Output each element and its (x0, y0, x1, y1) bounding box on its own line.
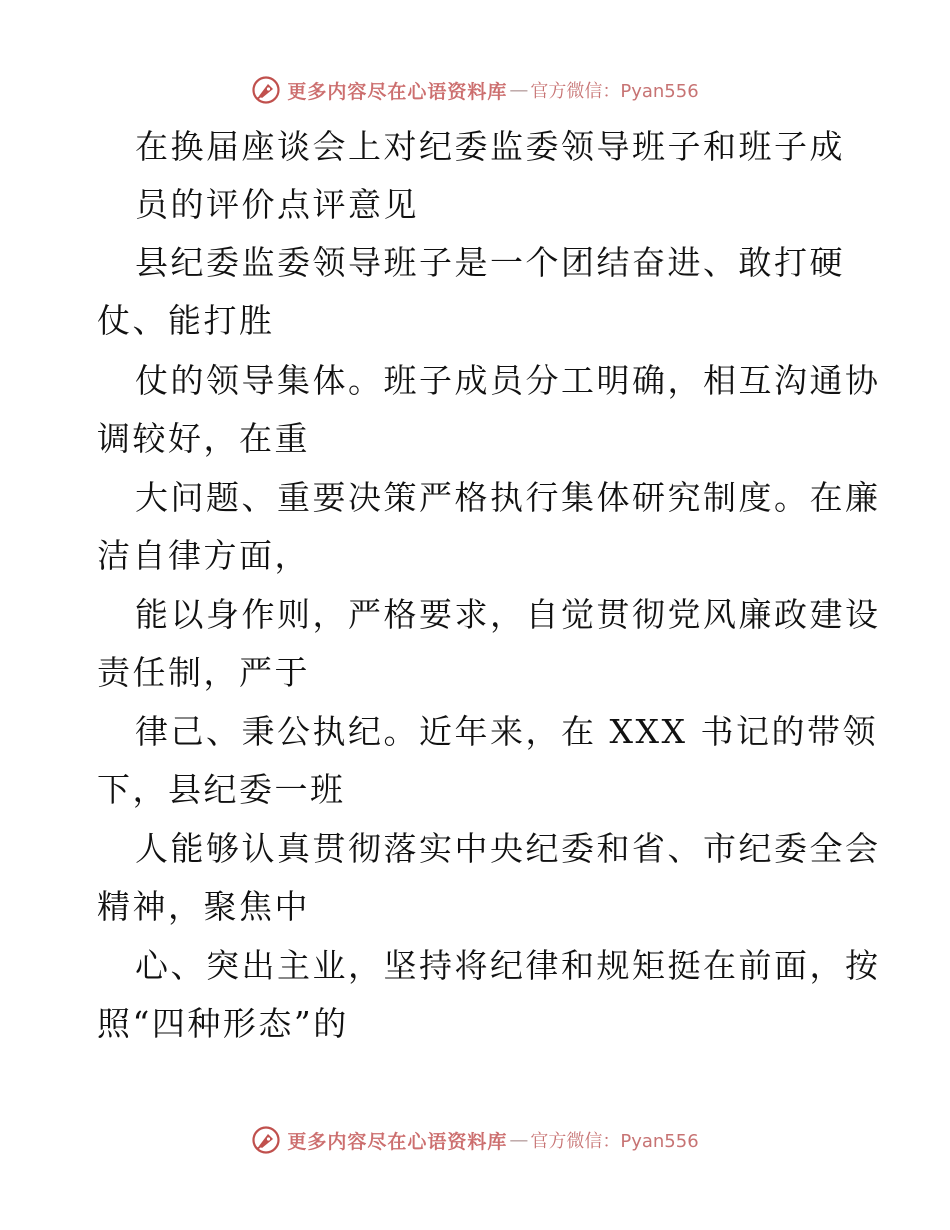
doc-title-line-1: 在换届座谈会上对纪委监委领导班子和班子成 (135, 127, 845, 166)
doc-text-line: 律己、秉公执纪。近年来，在 XXX 书记的带领 (135, 712, 878, 751)
watermark-brand-text: 更多内容尽在心语资料库 (287, 1130, 508, 1153)
doc-text-line: 精神，聚焦中 (97, 887, 310, 926)
doc-text-line: 照“四种形态”的 (97, 1004, 349, 1043)
doc-text-line: 大问题、重要决策严格执行集体研究制度。在廉 (135, 478, 881, 517)
doc-text-line: 洁自律方面， (97, 536, 310, 575)
doc-text-line: 能以身作则，严格要求，自觉贯彻党风廉政建设 (135, 595, 881, 634)
doc-title-line-2: 员的评价点评意见 (135, 185, 419, 224)
watermark-dash: — (509, 1129, 529, 1151)
footer-watermark-banner (0, 1120, 950, 1160)
doc-text-line: 心、突出主业，坚持将纪律和规矩挺在前面，按 (135, 946, 881, 985)
doc-text-line: 人能够认真贯彻落实中央纪委和省、市纪委全会 (135, 829, 881, 868)
doc-text-line: 仗、能打胜 (97, 301, 275, 340)
pen-nib-logo-icon (251, 75, 281, 105)
doc-text-line: 县纪委监委领导班子是一个团结奋进、敢打硬 (135, 243, 845, 282)
doc-text-line: 下，县纪委一班 (97, 770, 346, 809)
watermark-contact-text: 官方微信：Pyan556 (530, 1131, 699, 1152)
doc-text-line: 调较好，在重 (97, 419, 310, 458)
doc-text-line: 仗的领导集体。班子成员分工明确，相互沟通协 (135, 361, 881, 400)
header-watermark-banner (0, 70, 950, 110)
watermark-dash: — (509, 79, 529, 101)
doc-text-line: 责任制，严于 (97, 653, 310, 692)
pen-nib-logo-icon (251, 1125, 281, 1155)
watermark-brand-text: 更多内容尽在心语资料库 (287, 80, 508, 103)
watermark-contact-text: 官方微信：Pyan556 (530, 81, 699, 102)
